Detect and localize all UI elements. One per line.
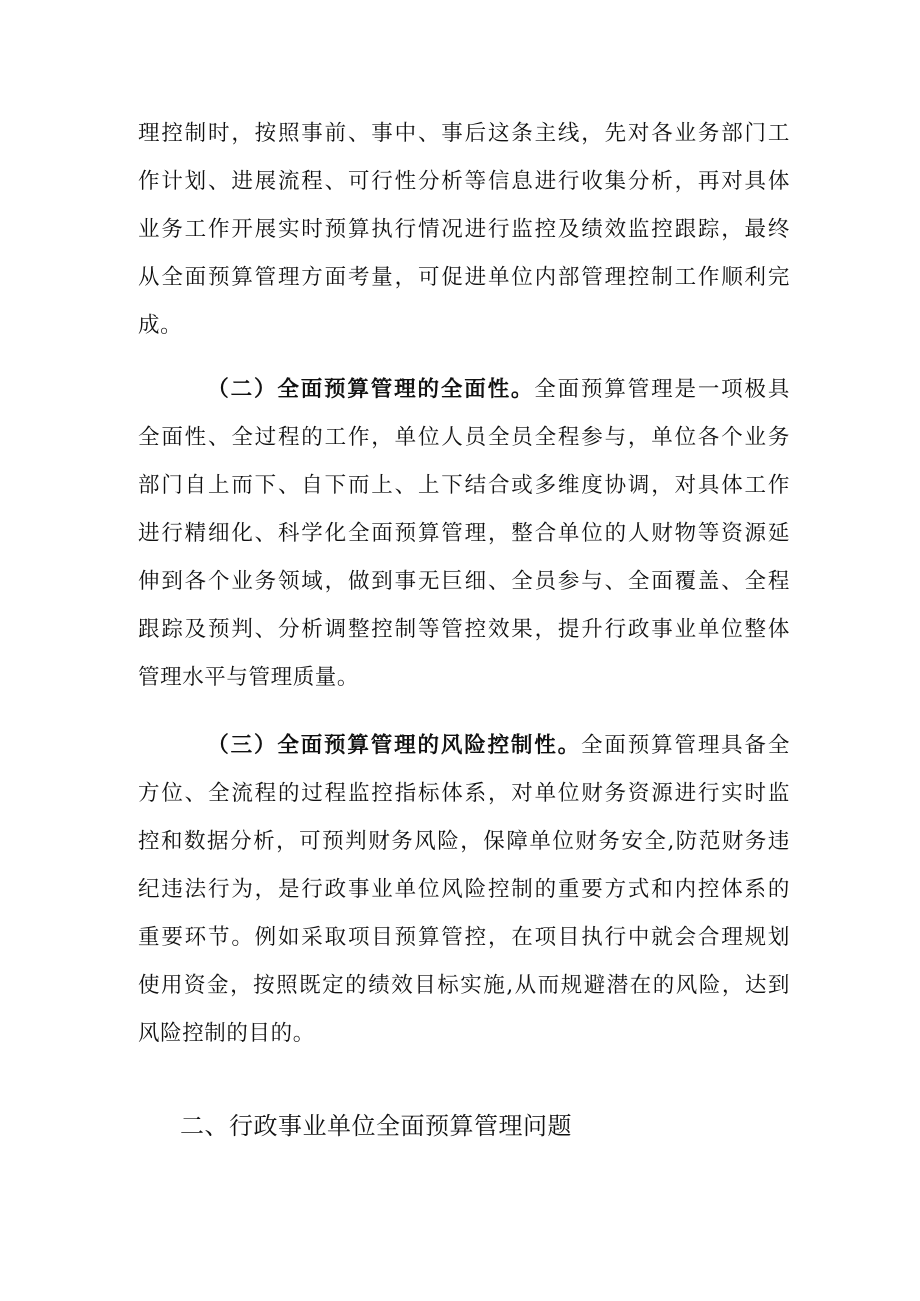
paragraph-line: 理控制时，按照事前、事中、事后这条主线，先对各业务部门工 bbox=[138, 121, 790, 146]
paragraph-internal-control bbox=[138, 110, 790, 350]
paragraph-line: 全面性、全过程的工作，单位人员全员全程参与，单位各个业务 bbox=[138, 425, 790, 450]
paragraph-line: 跟踪及预判、分析调整控制等管控效果，提升行政事业单位整体 bbox=[138, 617, 790, 642]
paragraph-line: 伸到各个业务领域，做到事无巨细、全员参与、全面覆盖、全程 bbox=[138, 569, 790, 594]
paragraph-line: 重要环节。例如采取项目预算管控，在项目执行中就会合理规划 bbox=[138, 925, 790, 950]
paragraph-comprehensiveness bbox=[138, 366, 790, 702]
paragraph-line: 成。 bbox=[138, 313, 183, 338]
paragraph-first-line bbox=[138, 366, 790, 414]
paragraph-line: 部门自上而下、自下而上、上下结合或多维度协调，对具体工作 bbox=[138, 473, 790, 498]
paragraph-line: 业务工作开展实时预算执行情况进行监控及绩效监控跟踪，最终 bbox=[138, 217, 790, 242]
paragraph-line: 方位、全流程的过程监控指标体系，对单位财务资源进行实时监 bbox=[138, 781, 790, 806]
paragraph-first-line bbox=[138, 722, 790, 770]
paragraph-line: 风险控制的目的。 bbox=[138, 1021, 315, 1046]
paragraph-text: 全面预算管理是一项极具 bbox=[534, 377, 790, 402]
paragraph-line: 作计划、进展流程、可行性分析等信息进行收集分析，再对具体 bbox=[138, 169, 790, 194]
subsection-heading: （二）全面预算管理的全面性。 bbox=[206, 377, 535, 402]
paragraph-text: 全面预算管理具备全 bbox=[581, 733, 790, 758]
paragraph-line: 纪违法行为，是行政事业单位风险控制的重要方式和内控体系的 bbox=[138, 877, 790, 902]
paragraph-line: 从全面预算管理方面考量，可促进单位内部管理控制工作顺利完 bbox=[138, 265, 790, 290]
paragraph-line: 管理水平与管理质量。 bbox=[138, 665, 360, 690]
paragraph-line: 使用资金，按照既定的绩效目标实施,从而规避潜在的风险，达到 bbox=[138, 973, 790, 998]
paragraph-line: 控和数据分析，可预判财务风险，保障单位财务安全,防范财务违 bbox=[138, 829, 790, 854]
paragraph-risk-control bbox=[138, 722, 790, 1058]
section-heading: 二、行政事业单位全面预算管理问题 bbox=[180, 1112, 572, 1140]
subsection-heading: （三）全面预算管理的风险控制性。 bbox=[206, 733, 582, 758]
paragraph-line: 进行精细化、科学化全面预算管理，整合单位的人财物等资源延 bbox=[138, 521, 790, 546]
